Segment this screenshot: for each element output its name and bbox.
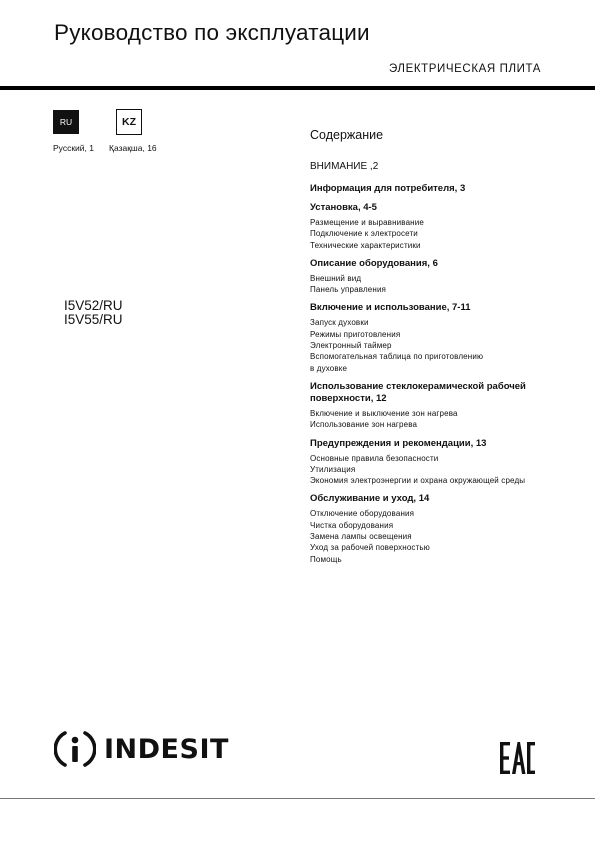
toc-item[interactable]: Отключение оборудования	[310, 509, 415, 519]
toc-item[interactable]: Внешний вид	[310, 273, 362, 283]
toc-section-title[interactable]: Информация для потребителя, 3	[310, 183, 466, 194]
toc-item[interactable]: Экономия электроэнергии и охрана окружающей среды	[310, 476, 526, 486]
toc-item[interactable]: Замена лампы освещения	[310, 532, 412, 542]
toc-section-title[interactable]: Предупреждения и рекомендации, 13	[310, 437, 487, 449]
toc-section	[310, 381, 550, 431]
model-number: I5V52/RU	[64, 298, 123, 313]
language-badge-ru[interactable]: RU	[53, 110, 79, 134]
toc-section	[310, 258, 550, 296]
language-caption-kz: Қазақша, 16	[109, 143, 157, 153]
product-type: ЭЛЕКТРИЧЕСКАЯ ПЛИТА	[388, 63, 541, 75]
language-caption-ru: Русский, 1	[53, 143, 94, 153]
toc-section	[310, 202, 550, 251]
brand-logo	[54, 727, 229, 771]
toc-item[interactable]: Вспомогательная таблица по приготовлению	[310, 352, 484, 362]
toc-section	[310, 302, 550, 373]
toc-item[interactable]: Помощь	[310, 554, 342, 564]
toc-item[interactable]: Технические характеристики	[310, 240, 421, 250]
toc-section-title[interactable]: Описание оборудования, 6	[310, 257, 438, 269]
toc-item[interactable]: в духовке	[310, 363, 348, 373]
table-of-contents	[310, 128, 550, 572]
toc-heading: Содержание	[310, 128, 384, 142]
toc-item[interactable]: Электронный таймер	[310, 341, 392, 351]
toc-item[interactable]: Уход за рабочей поверхностью	[310, 543, 430, 553]
toc-item[interactable]: Размещение и выравнивание	[310, 218, 424, 227]
indesit-i-icon	[54, 728, 96, 770]
toc-item[interactable]: Запуск духовки	[310, 318, 369, 328]
page-title: Руководство по эксплуатации	[54, 20, 370, 45]
toc-item[interactable]: Основные правила безопасности	[310, 453, 439, 463]
toc-item[interactable]: Использование зон нагрева	[310, 420, 418, 430]
logo-wordmark: INDESIT	[104, 733, 229, 765]
toc-section	[310, 183, 550, 195]
toc-section-title[interactable]: Использование стеклокерамической рабочей поверхности, 12	[310, 380, 526, 404]
eac-mark-icon	[499, 741, 536, 775]
toc-section	[310, 438, 550, 487]
toc-item[interactable]: Включение и выключение зон нагрева	[310, 408, 458, 418]
toc-section-title[interactable]: Обслуживание и уход, 14	[310, 493, 430, 505]
model-list	[64, 299, 123, 327]
toc-item[interactable]: Панель управления	[310, 285, 387, 295]
toc-section-title[interactable]: Включение и использование, 7-11	[310, 302, 471, 314]
toc-item[interactable]: Чистка оборудования	[310, 520, 394, 530]
toc-section-title[interactable]: Установка, 4-5	[310, 202, 377, 213]
toc-item[interactable]: Утилизация	[310, 464, 356, 474]
toc-section	[310, 493, 550, 564]
toc-sections	[310, 183, 550, 565]
toc-item[interactable]: Режимы приготовления	[310, 329, 401, 339]
footer-divider	[0, 798, 595, 799]
header-divider	[0, 86, 595, 90]
toc-item[interactable]: Подключение к электросети	[310, 229, 418, 239]
toc-attention-entry[interactable]: ВНИМАНИЕ ,2	[310, 161, 379, 172]
model-number: I5V55/RU	[64, 312, 123, 327]
language-badge-kz[interactable]: KZ	[116, 109, 142, 135]
